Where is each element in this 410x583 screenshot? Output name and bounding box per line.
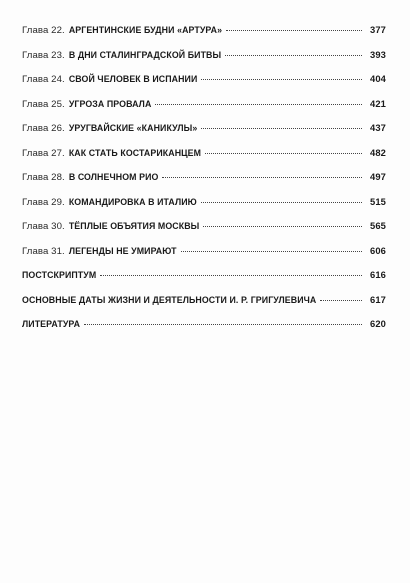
page-number: 616 xyxy=(370,269,386,280)
toc-entry-literature xyxy=(22,318,386,343)
chapter-number: Глава 26. xyxy=(22,123,65,134)
chapter-title: ТЁПЛЫЕ ОБЪЯТИЯ МОСКВЫ xyxy=(68,221,200,231)
chapter-number: Глава 24. xyxy=(22,74,65,85)
dot-leader xyxy=(201,128,362,129)
page-number: 377 xyxy=(370,24,386,35)
chapter-number: Глава 22. xyxy=(22,25,65,36)
chapter-title: КАК СТАТЬ КОСТАРИКАНЦЕМ xyxy=(68,147,202,158)
chapter-title: В СОЛНЕЧНОМ РИО xyxy=(68,172,159,182)
page-number: 404 xyxy=(370,73,386,84)
chapter-number: Глава 29. xyxy=(22,196,65,208)
toc-entry-chapter-27 xyxy=(22,147,386,172)
dot-leader xyxy=(100,275,362,276)
page-number: 617 xyxy=(370,293,386,305)
toc-entry-chapter-24 xyxy=(22,73,386,98)
chapter-number: Глава 27. xyxy=(22,147,65,159)
toc-entry-chapter-23 xyxy=(22,49,386,74)
table-of-contents xyxy=(22,24,386,343)
dot-leader xyxy=(225,55,362,56)
page-number: 437 xyxy=(370,122,386,133)
toc-entry-chapter-30 xyxy=(22,220,386,245)
chapter-number: Глава 23. xyxy=(22,49,65,61)
section-title: ОСНОВНЫЕ ДАТЫ ЖИЗНИ И ДЕЯТЕЛЬНОСТИ И. Р. ГРИГУЛЕВИЧА xyxy=(22,294,317,305)
page-number: 421 xyxy=(370,97,386,109)
section-title: ЛИТЕРАТУРА xyxy=(22,319,81,329)
chapter-number: Глава 30. xyxy=(22,221,65,232)
page-number: 497 xyxy=(370,171,386,182)
page-number: 565 xyxy=(370,220,386,231)
dot-leader xyxy=(320,300,362,301)
dot-leader xyxy=(84,324,362,325)
toc-entry-chapter-25 xyxy=(22,98,386,123)
toc-entry-chronology xyxy=(22,294,386,319)
toc-entry-chapter-31 xyxy=(22,245,386,270)
dot-leader xyxy=(203,226,362,227)
section-title: ПОСТСКРИПТУМ xyxy=(22,270,97,280)
chapter-number: Глава 31. xyxy=(22,245,65,257)
toc-entry-chapter-28 xyxy=(22,171,386,196)
dot-leader xyxy=(226,30,362,31)
chapter-title: ЛЕГЕНДЫ НЕ УМИРАЮТ xyxy=(68,245,177,256)
dot-leader xyxy=(201,202,362,203)
page-number: 620 xyxy=(370,318,386,329)
page-number: 515 xyxy=(370,195,386,207)
chapter-number: Глава 25. xyxy=(22,98,65,110)
page-number: 393 xyxy=(370,48,386,60)
chapter-title: СВОЙ ЧЕЛОВЕК В ИСПАНИИ xyxy=(68,74,198,84)
dot-leader xyxy=(155,104,362,105)
chapter-title: УРУГВАЙСКИЕ «КАНИКУЛЫ» xyxy=(68,123,198,133)
dot-leader xyxy=(205,153,362,154)
toc-entry-chapter-22 xyxy=(22,24,386,49)
toc-entry-chapter-26 xyxy=(22,122,386,147)
dot-leader xyxy=(201,79,362,80)
page-number: 606 xyxy=(370,244,386,256)
chapter-title: УГРОЗА ПРОВАЛА xyxy=(68,98,152,109)
chapter-title: КОМАНДИРОВКА В ИТАЛИЮ xyxy=(68,196,197,207)
dot-leader xyxy=(181,251,362,252)
toc-entry-postscript xyxy=(22,269,386,294)
dot-leader xyxy=(162,177,362,178)
chapter-title: АРГЕНТИНСКИЕ БУДНИ «АРТУРА» xyxy=(68,25,223,35)
page-number: 482 xyxy=(370,146,386,158)
chapter-title: В ДНИ СТАЛИНГРАДСКОЙ БИТВЫ xyxy=(68,49,222,60)
chapter-number: Глава 28. xyxy=(22,172,65,183)
toc-entry-chapter-29 xyxy=(22,196,386,221)
